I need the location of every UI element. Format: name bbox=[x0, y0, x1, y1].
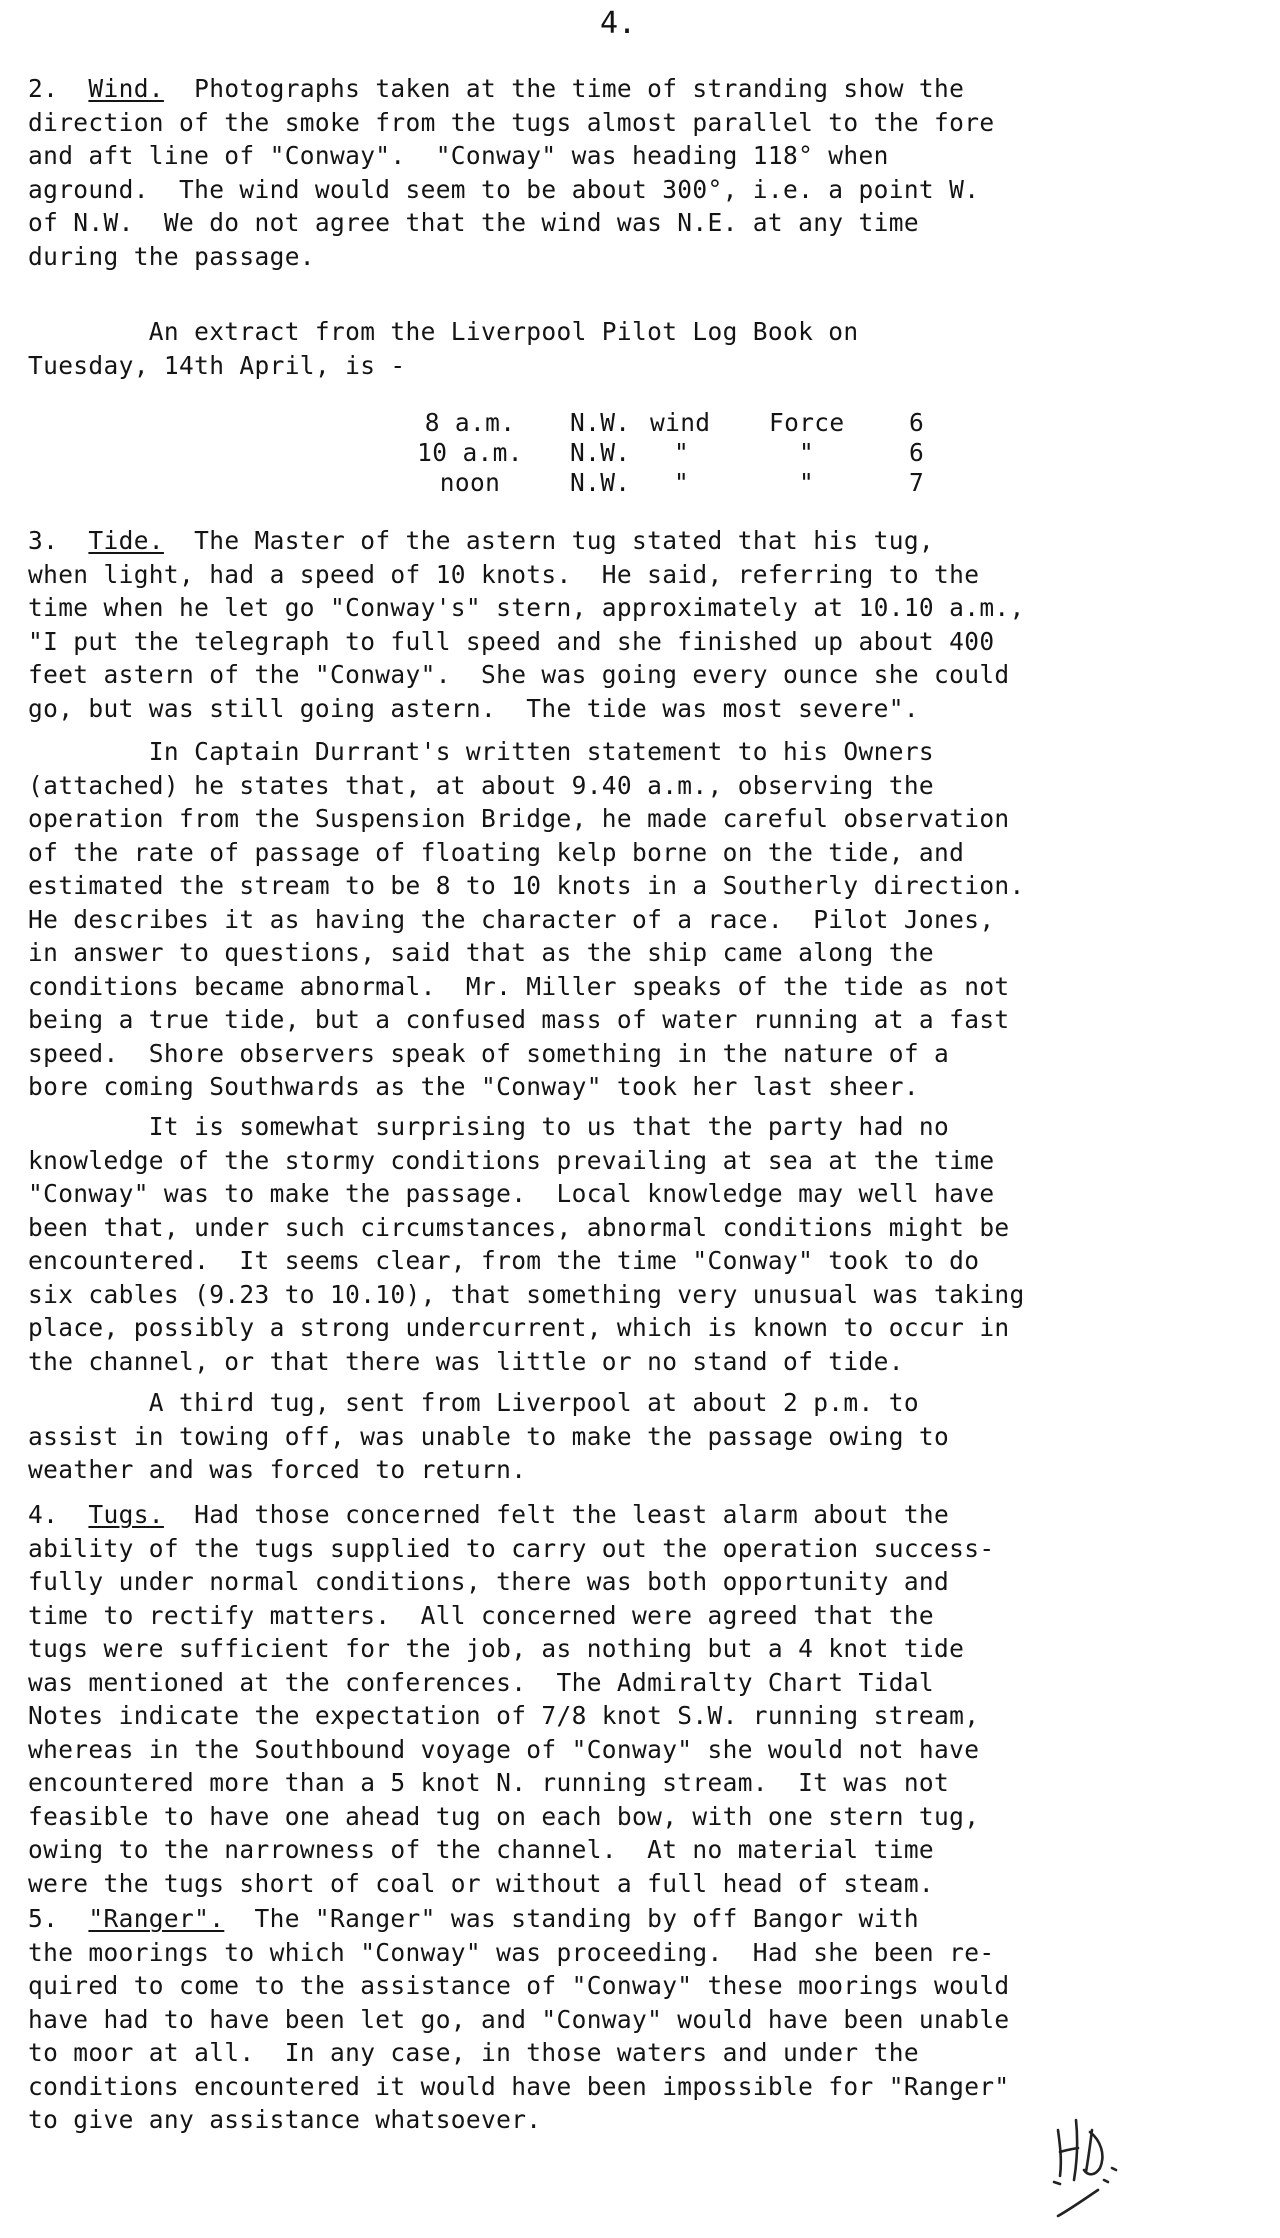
text-line: tugs were sufficient for the job, as nothing but a 4 knot tide bbox=[28, 1634, 965, 1663]
log-force-value: 6 bbox=[909, 408, 925, 437]
text-line: Photographs taken at the time of stranding show the bbox=[194, 74, 965, 103]
text-line: bore coming Southwards as the "Conway" took her last sheer. bbox=[28, 1072, 919, 1101]
text-line: "I put the telegraph to full speed and she finished up about 400 bbox=[28, 626, 995, 656]
log-time: 10 a.m. bbox=[417, 438, 523, 467]
page-number: 4. bbox=[600, 6, 637, 41]
section-ranger bbox=[28, 1902, 1253, 2137]
log-force-label: Force bbox=[769, 408, 845, 437]
section-wind-first-line bbox=[28, 72, 1253, 106]
section-heading-tide: Tide. bbox=[88, 526, 164, 555]
text-line: of the rate of passage of floating kelp borne on the tide, and bbox=[28, 837, 965, 867]
section-number: 4. bbox=[28, 1500, 59, 1529]
text-line: feasible to have one ahead tug on each bow, with one stern tug, bbox=[28, 1801, 980, 1831]
log-wind-label: wind bbox=[650, 408, 711, 437]
text-line: estimated the stream to be 8 to 10 knots in a Southerly direction. bbox=[28, 871, 1025, 900]
text-line: and aft line of "Conway". "Conway" was heading 118° when bbox=[28, 141, 889, 170]
log-wind-direction: N.W. bbox=[570, 468, 631, 497]
log-ditto-mark: " bbox=[674, 438, 690, 467]
table-row bbox=[370, 468, 939, 498]
text-line: in answer to questions, said that as the ship came along the bbox=[28, 938, 935, 967]
text-line: weather and was forced to return. bbox=[28, 1455, 527, 1484]
text-line: He describes it as having the character of a race. Pilot Jones, bbox=[28, 904, 995, 934]
text-line: fully under normal conditions, there was both opportunity and bbox=[28, 1567, 950, 1596]
text-line: aground. The wind would seem to be about 300°, i.e. a point W. bbox=[28, 174, 980, 204]
log-time: 8 a.m. bbox=[424, 408, 516, 437]
text-line: speed. Shore observers speak of something in the nature of a bbox=[28, 1038, 950, 1068]
text-line: conditions encountered it would have been impossible for "Ranger" bbox=[28, 2071, 1010, 2101]
text-line: encountered. It seems clear, from the time "Conway" took to do bbox=[28, 1246, 980, 1275]
section-tide-para3 bbox=[28, 1110, 1253, 1378]
section-heading-ranger: "Ranger". bbox=[88, 1904, 225, 1933]
text-line: owing to the narrowness of the channel. At no material time bbox=[28, 1835, 935, 1864]
text-line: The "Ranger" was standing by off Bangor with bbox=[254, 1904, 919, 1933]
section-number: 3. bbox=[28, 526, 59, 555]
table-row bbox=[370, 408, 939, 438]
text-line: time to rectify matters. All concerned were agreed that the bbox=[28, 1600, 935, 1630]
text-line: being a true tide, but a confused mass of water running at a fast bbox=[28, 1005, 1010, 1034]
log-ditto-mark: " bbox=[799, 438, 815, 467]
text-line: quired to come to the assistance of "Conway" these moorings would bbox=[28, 1971, 1010, 2000]
table-row bbox=[370, 438, 939, 468]
text-line: was mentioned at the conferences. The Admiralty Chart Tidal bbox=[28, 1667, 935, 1697]
section-wind bbox=[28, 72, 1253, 273]
text-line: "Conway" was to make the passage. Local knowledge may well have bbox=[28, 1179, 995, 1208]
text-line: of N.W. We do not agree that the wind was N.E. at any time bbox=[28, 208, 919, 237]
text-line: Notes indicate the expectation of 7/8 knot S.W. running stream, bbox=[28, 1701, 980, 1730]
text-line: feet astern of the "Conway". She was going every ounce she could bbox=[28, 660, 1010, 689]
section-heading-wind: Wind. bbox=[88, 74, 164, 103]
section-tide-first-line bbox=[28, 524, 1253, 558]
text-line: In Captain Durrant's written statement to his Owners bbox=[28, 737, 935, 766]
log-wind-direction: N.W. bbox=[570, 438, 631, 467]
text-line: been that, under such circumstances, abnormal conditions might be bbox=[28, 1212, 1010, 1242]
text-line: whereas in the Southbound voyage of "Conway" she would not have bbox=[28, 1734, 980, 1764]
log-wind-direction: N.W. bbox=[570, 408, 631, 437]
section-number: 5. bbox=[28, 1904, 59, 1933]
text-line: have had to have been let go, and "Conway" would have been unable bbox=[28, 2004, 1010, 2034]
log-extract-intro bbox=[28, 315, 1253, 382]
text-line: to moor at all. In any case, in those waters and under the bbox=[28, 2038, 919, 2067]
log-ditto-mark: " bbox=[674, 468, 690, 497]
section-heading-tugs: Tugs. bbox=[88, 1500, 164, 1529]
section-tugs bbox=[28, 1498, 1253, 1900]
text-line: Tuesday, 14th April, is - bbox=[28, 350, 406, 380]
section-tide-para4 bbox=[28, 1386, 1253, 1487]
text-line: direction of the smoke from the tugs almost parallel to the fore bbox=[28, 107, 995, 137]
text-line: Had those concerned felt the least alarm about the bbox=[194, 1500, 950, 1529]
text-line: conditions became abnormal. Mr. Miller speaks of the tide as not bbox=[28, 971, 1010, 1001]
text-line: the channel, or that there was little or no stand of tide. bbox=[28, 1346, 904, 1376]
section-tide-para2 bbox=[28, 735, 1253, 1104]
text-line: A third tug, sent from Liverpool at about 2 p.m. to bbox=[28, 1388, 919, 1417]
section-ranger-first-line bbox=[28, 1902, 1253, 1936]
text-line: It is somewhat surprising to us that the party had no bbox=[28, 1112, 950, 1141]
text-line: knowledge of the stormy conditions prevailing at sea at the time bbox=[28, 1145, 995, 1175]
text-line: assist in towing off, was unable to make the passage owing to bbox=[28, 1421, 950, 1451]
text-line: six cables (9.23 to 10.10), that something very unusual was taking bbox=[28, 1279, 1025, 1309]
log-ditto-mark: " bbox=[799, 468, 815, 497]
log-force-value: 6 bbox=[909, 438, 925, 467]
section-tugs-first-line bbox=[28, 1498, 1253, 1532]
text-line: during the passage. bbox=[28, 241, 315, 271]
log-time: noon bbox=[439, 468, 501, 497]
text-line: place, possibly a strong undercurrent, which is known to occur in bbox=[28, 1313, 1010, 1342]
text-line: were the tugs short of coal or without a full head of steam. bbox=[28, 1868, 935, 1898]
log-force-value: 7 bbox=[909, 468, 925, 497]
text-line: ability of the tugs supplied to carry out the operation success- bbox=[28, 1533, 995, 1563]
text-line: encountered more than a 5 knot N. running stream. It was not bbox=[28, 1768, 950, 1797]
section-number: 2. bbox=[28, 74, 59, 103]
text-line: (attached) he states that, at about 9.40 a.m., observing the bbox=[28, 770, 935, 800]
text-line: to give any assistance whatsoever. bbox=[28, 2105, 542, 2134]
text-line: go, but was still going astern. The tide was most severe". bbox=[28, 693, 919, 723]
text-line: An extract from the Liverpool Pilot Log Book on bbox=[28, 317, 859, 346]
text-line: The Master of the astern tug stated that his tug, bbox=[194, 526, 935, 555]
section-tide-para1 bbox=[28, 524, 1253, 725]
text-line: the moorings to which "Conway" was proceeding. Had she been re- bbox=[28, 1937, 995, 1967]
text-line: operation from the Suspension Bridge, he made careful observation bbox=[28, 804, 1010, 833]
handwritten-initials bbox=[1040, 2110, 1140, 2220]
text-line: when light, had a speed of 10 knots. He said, referring to the bbox=[28, 559, 980, 589]
pilot-log-table bbox=[370, 408, 939, 498]
text-line: time when he let go "Conway's" stern, approximately at 10.10 a.m., bbox=[28, 593, 1025, 622]
